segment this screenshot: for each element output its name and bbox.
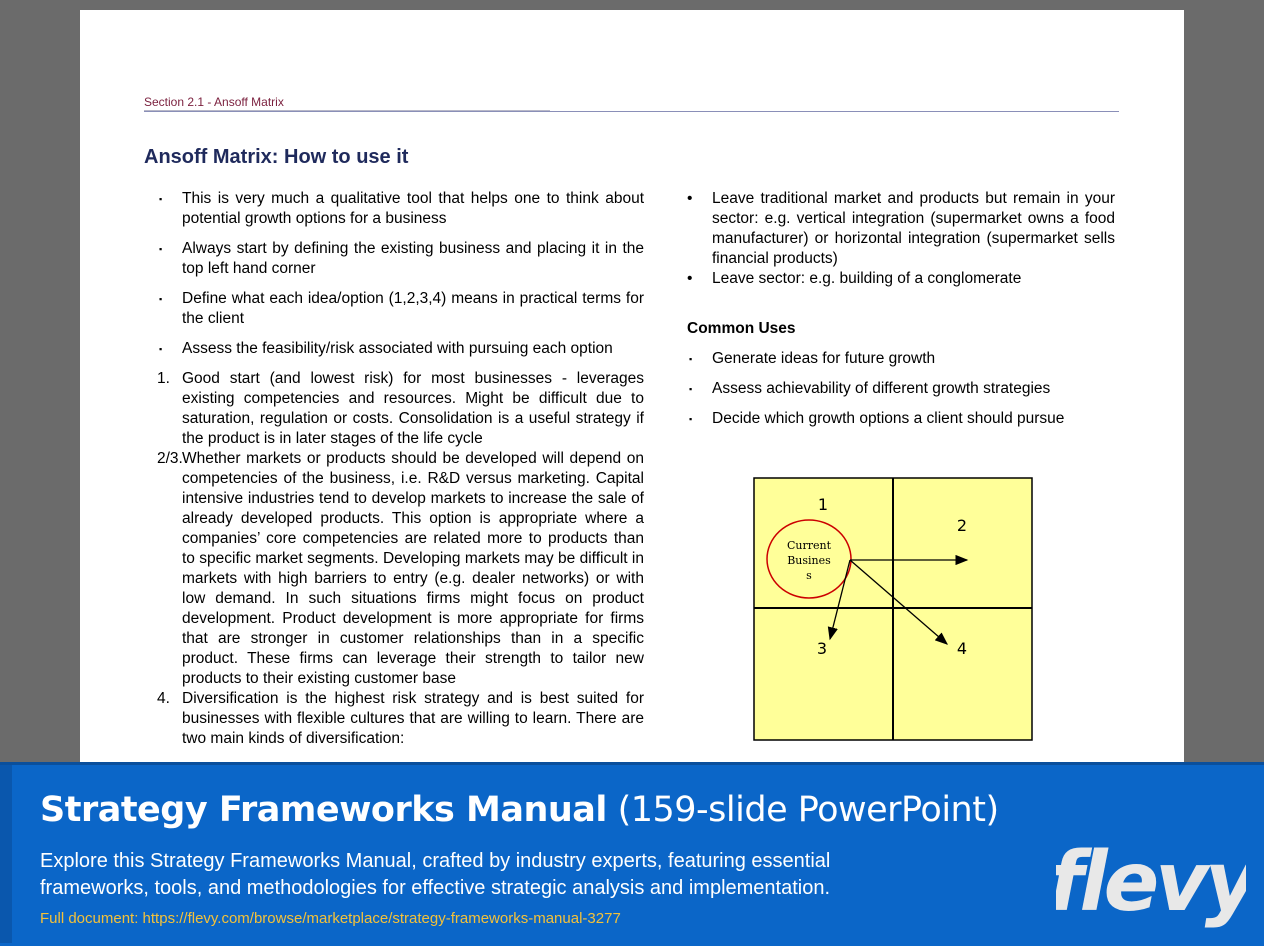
square-bullet-icon: ▪ (159, 244, 163, 254)
full-document-link[interactable]: Full document: https://flevy.com/browse/marketplace/strategy-frameworks-manual-3277 (40, 910, 621, 927)
list-item-text: Assess the feasibility/risk associated with pursuing each option (182, 340, 613, 357)
list-item-text: Assess achievability of different growth strategies (712, 380, 1051, 397)
list-item-text: Always start by defining the existing business and placing it in the top left hand corner (182, 240, 644, 277)
list-item (157, 289, 644, 329)
list-item (687, 379, 1115, 399)
list-item-text: Good start (and lowest risk) for most businesses - leverages existing competencies and resources. Might be difficult due to saturation, regulation or costs. Consolidation is a useful strategy if the product is in later stages of the life cycle (182, 370, 644, 447)
document-page (80, 10, 1184, 770)
square-bullet-icon: ▪ (689, 384, 693, 394)
left-column (157, 189, 644, 749)
matrix-svg (753, 477, 1033, 741)
numbered-item (157, 689, 644, 749)
banner-edge-stripe (0, 765, 12, 943)
flevy-logo[interactable] (1056, 828, 1246, 928)
list-item (157, 339, 644, 359)
ansoff-matrix-diagram (753, 477, 1033, 741)
round-bullet-icon: • (687, 190, 693, 207)
right-column (687, 189, 1115, 429)
section-rule (144, 111, 1119, 112)
numbered-item (157, 449, 644, 689)
section-label: Section 2.1 - Ansoff Matrix (144, 95, 284, 109)
item-number: 1. (157, 370, 170, 387)
flevy-logo-text: flevy (1056, 835, 1246, 928)
quadrant-2-label: 2 (956, 516, 968, 535)
list-item-text: Leave traditional market and products but remain in your sector: e.g. vertical integration (supermarket owns a food manufacturer) or horizontal integration (supermarket sells financial products) (712, 190, 1115, 267)
list-item (687, 349, 1115, 369)
list-item (157, 189, 644, 229)
quadrant-1-label: 1 (817, 495, 829, 514)
quadrant-4-label: 4 (956, 639, 968, 658)
list-item (687, 189, 1115, 269)
circle-label-line3: s (806, 569, 812, 582)
banner-title-main: Strategy Frameworks Manual (40, 790, 607, 830)
banner-description (40, 848, 840, 902)
square-bullet-icon: ▪ (159, 194, 163, 204)
list-item-text: Decide which growth options a client should pursue (712, 410, 1065, 427)
circle-label-line1: Current (786, 539, 832, 552)
square-bullet-icon: ▪ (159, 344, 163, 354)
common-uses-heading: Common Uses (687, 320, 796, 337)
item-number: 2/3. (157, 450, 183, 467)
item-number: 4. (157, 690, 170, 707)
numbered-item (157, 369, 644, 449)
list-item-text: Whether markets or products should be developed will depend on competencies of the business, i.e. R&D versus marketing. Capital intensive industries tend to develop markets to increase the sale of already developed products. This option is appropriate where a companies’ core competencies are related more to products than to specific market segments. Developing markets may be difficult in markets with high barriers to entry (e.g. dealer networks) or with low demand. In such situations firms might focus on product development. Product development is more appropriate for firms that are stronger in customer relationships than in a specific product. These firms can leverage their strength to tailor new products to their existing customer base (182, 450, 644, 687)
flevy-logo-svg (1056, 828, 1246, 928)
square-bullet-icon: ▪ (689, 414, 693, 424)
list-item-text: This is very much a qualitative tool that helps one to think about potential growth options for a business (182, 190, 644, 227)
list-item-text: Leave sector: e.g. building of a conglomerate (712, 270, 1022, 287)
list-item (687, 409, 1115, 429)
banner-description-line2: frameworks, tools, and methodologies for effective strategic analysis and implementation. (40, 877, 831, 899)
square-bullet-icon: ▪ (159, 294, 163, 304)
list-item (687, 269, 1115, 289)
list-item-text: Generate ideas for future growth (712, 350, 936, 367)
banner-title-sub: (159-slide PowerPoint) (617, 790, 999, 830)
quadrant-3-label: 3 (816, 639, 828, 658)
list-item-text: Define what each idea/option (1,2,3,4) means in practical terms for the client (182, 290, 644, 327)
circle-label-line2: Busines (787, 554, 831, 567)
banner-title (40, 790, 999, 830)
list-item-text: Diversification is the highest risk strategy and is best suited for businesses with flexible cultures that are willing to learn. There are two main kinds of diversification: (182, 690, 644, 747)
banner-description-line1: Explore this Strategy Frameworks Manual, crafted by industry experts, featuring essential (40, 850, 831, 872)
page-title: Ansoff Matrix: How to use it (144, 146, 409, 168)
square-bullet-icon: ▪ (689, 354, 693, 364)
list-item (157, 239, 644, 279)
round-bullet-icon: • (687, 270, 693, 287)
